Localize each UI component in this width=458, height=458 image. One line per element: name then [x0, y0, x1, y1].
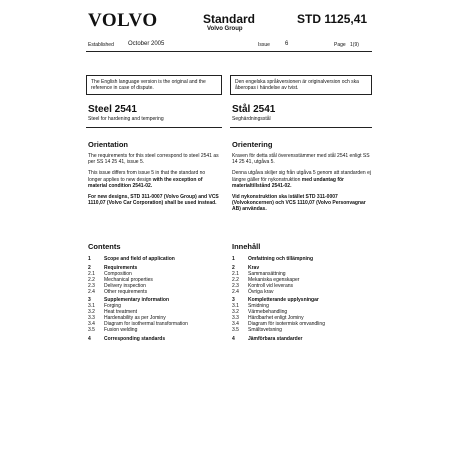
toc-item-label: Övriga krav	[248, 288, 274, 295]
orientation-para2-en-bold: with the exception of material condition 2541-02.	[88, 176, 203, 189]
toc-item-label: Smidning	[248, 303, 269, 310]
toc-item-label: Composition	[104, 270, 132, 277]
established-value: October 2005	[128, 41, 165, 47]
orientation-para3-en: For new designs, STD 311-0007 (Volvo Group) and VCS 1110,07 (Volvo Car Corporation) shall be used instead.	[88, 194, 219, 207]
toc-item-number: 1	[88, 256, 91, 262]
contents-heading-en: Contents	[88, 242, 121, 251]
toc-item	[88, 337, 220, 343]
toc-item-number: 3.4	[88, 321, 95, 328]
contents-sv	[232, 242, 372, 343]
toc-item-number: 2	[88, 264, 91, 271]
contents-heading-sv: Innehåll	[232, 242, 261, 251]
toc-item-label: Heat treatment	[104, 309, 138, 316]
volvo-logo: VOLVO	[88, 10, 158, 31]
toc-item-label: Värmebehandling	[248, 309, 288, 316]
toc-item-number: 2.3	[88, 282, 95, 289]
steel-title-sv: Stål 2541	[232, 104, 276, 115]
toc-item-number: 2.4	[88, 288, 95, 295]
title-divider-sv	[230, 127, 372, 128]
orientation-para1-en: The requirements for this steel correspond to steel 2541 as per SS 14 25 41, issue 5.	[88, 153, 219, 166]
toc-item-number: 3.1	[232, 303, 239, 310]
toc-item-label: Kontroll vid leverans	[248, 282, 294, 289]
toc-item-number: 1	[232, 256, 235, 262]
toc-item-label: Other requirements	[104, 288, 148, 295]
orientation-para2-sv-bold: med undantag för materialtillstånd 2541-02.	[232, 176, 344, 189]
toc-item-label: Fusion welding	[104, 326, 138, 333]
contents-list-sv	[232, 257, 372, 343]
page-value: 1(9)	[350, 42, 359, 48]
orientation-para1-sv: Kraven för detta stål överensstämmer med stål 2541 enligt SS 14 25 41, utgåva 5.	[232, 153, 370, 166]
issue-value: 6	[285, 41, 289, 47]
toc-item-number: 3.3	[88, 315, 95, 322]
toc-item-label: Sammansättning	[248, 270, 286, 277]
standard-subtitle: Volvo Group	[207, 26, 243, 32]
page-label: Page	[334, 42, 346, 48]
toc-item-number: 2	[232, 264, 235, 271]
title-divider-en	[86, 127, 222, 128]
steel-subtitle-sv: Seghärdningsstål	[232, 116, 271, 122]
toc-item-label: Requirements	[104, 264, 138, 271]
toc-item-label: Kompletterande upplysningar	[248, 297, 319, 304]
toc-item-label: Mekaniska egenskaper	[248, 276, 300, 283]
toc-item-number: 4	[88, 335, 91, 342]
header-divider	[86, 51, 372, 52]
orientation-para2-sv	[232, 170, 372, 189]
toc-item-label: Krav	[248, 264, 260, 271]
orientation-heading-en: Orientation	[88, 140, 129, 149]
toc-item-label: Corresponding standards	[104, 335, 166, 342]
toc-item-number: 3.2	[232, 309, 239, 316]
toc-item-label: Delivery inspection	[104, 282, 146, 289]
toc-item-label: Hardenability as per Jominy	[104, 315, 166, 322]
steel-subtitle-en: Steel for hardening and tempering	[88, 116, 164, 122]
toc-item-number: 2.3	[232, 282, 239, 289]
toc-item-number: 3.5	[88, 326, 95, 333]
toc-item-label: Jämförbara standarder	[248, 335, 303, 342]
toc-item	[232, 337, 372, 343]
toc-item-number: 3	[232, 297, 235, 304]
orientation-sv	[232, 140, 372, 213]
issue-label: Issue	[258, 42, 270, 48]
toc-item-label: Smältsvetsning	[248, 326, 282, 333]
steel-title-en: Steel 2541	[88, 104, 137, 115]
established-label: Established	[88, 42, 114, 48]
orientation-para3-sv: Vid nykonstruktion ska istället STD 311-0007 (Volvokoncernen) och VCS 1110,07 (Volvo Personvagnar AB) användas.	[232, 194, 366, 213]
orientation-para2-en-text: This issue differs from issue 5 in that the standard no longer applies to new design	[88, 170, 206, 183]
toc-item-label: Diagram for isothermal transformation	[104, 321, 188, 328]
language-notice-en: The English language version is the original and the reference in case of dispute.	[86, 75, 222, 95]
toc-item-number: 3.3	[232, 315, 239, 322]
orientation-heading-sv: Orientering	[232, 140, 273, 149]
toc-item-number: 2.2	[232, 276, 239, 283]
toc-item-number: 3	[88, 297, 91, 304]
orientation-en	[88, 140, 220, 206]
toc-item-number: 4	[232, 335, 235, 342]
toc-item-label: Härdbarhet enligt Jominy	[248, 315, 304, 322]
toc-item-number: 3.5	[232, 326, 239, 333]
contents-list-en	[88, 257, 220, 343]
toc-item-label: Forging	[104, 303, 121, 310]
toc-item-number: 2.2	[88, 276, 95, 283]
toc-item-number: 3.4	[232, 321, 239, 328]
orientation-para2-sv-text: Denna utgåva skiljer sig från utgåva 5 genom att standarden ej längre gäller för nykonstruktion	[232, 170, 371, 183]
toc-item-number: 3.2	[88, 309, 95, 316]
orientation-para2-en	[88, 170, 220, 189]
standard-title: Standard	[203, 12, 256, 26]
toc-item-number: 2.4	[232, 288, 239, 295]
steel-title-sv-block	[232, 104, 402, 122]
toc-item-label: Scope and field of application	[104, 256, 175, 262]
toc-item-label: Diagram för isotermisk omvandling	[248, 321, 325, 328]
toc-item-number: 2.1	[88, 270, 95, 277]
toc-item-label: Supplementary information	[104, 297, 170, 304]
toc-item-label: Omfattning och tillämpning	[248, 256, 313, 262]
toc-item-label: Mechanical properties	[104, 276, 153, 283]
standard-number: STD 1125,41	[297, 12, 368, 26]
toc-item-number: 3.1	[88, 303, 95, 310]
contents-en	[88, 242, 220, 343]
language-notice-sv: Den engelska språkversionen är originalversion och ska åberopas i händelse av tvist.	[230, 75, 372, 95]
toc-item-number: 2.1	[232, 270, 239, 277]
